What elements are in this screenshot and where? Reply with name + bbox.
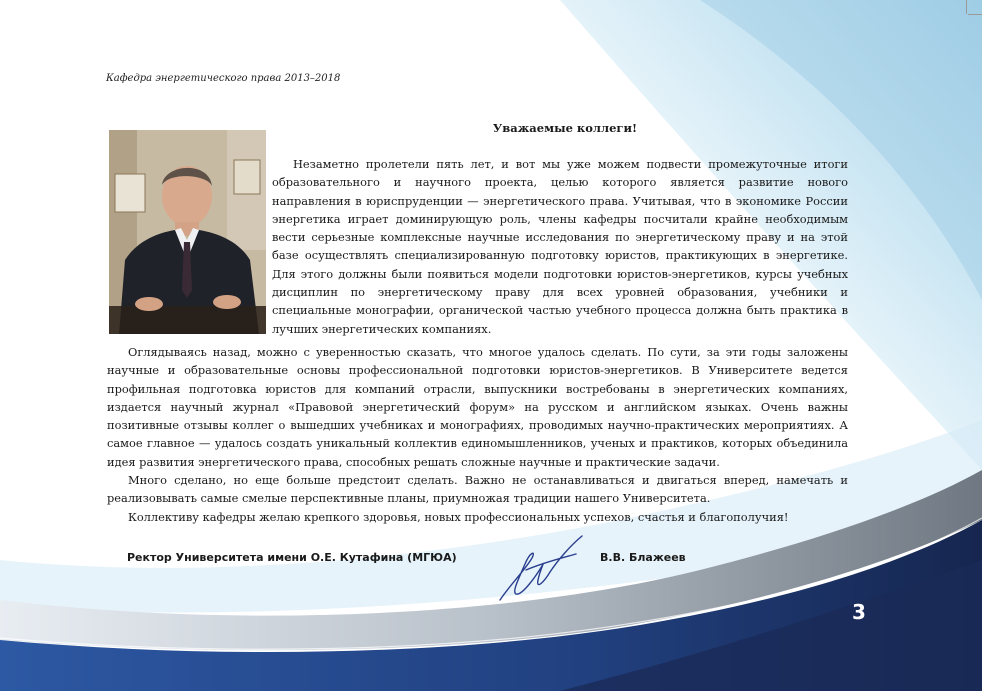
- page-header: Кафедра энергетического права 2013–2018: [106, 73, 341, 84]
- crop-mark: [966, 0, 967, 14]
- paragraph: Много сделано, но еще больше предстоит сделать. Важно не останавливаться и двигаться вперед, намечать и реализовывать самые смелые перспективные планы, приумножая традиции нашего Университета.: [107, 473, 848, 506]
- paragraph: Оглядываясь назад, можно с уверенностью сказать, что многое удалось сделать. По сути, за эти годы заложены научные и образовательные основы профессиональной подготовки юристов-энергетиков. В Университете ведется профильная подготовка юристов для компаний отрасли, выпускники востребованы в энергетических компаниях, издается научный журнал «Правовой энергетический форум» на русском и английском языках. Очень важны позитивные отзывы коллег о вышедших учебниках и монографиях, проводимых научно-практических мероприятиях. А самое главное — удалось создать уникальный коллектив единомышленников, ученых и практиков, которых объединила идея развития энергетического права, способных решать сложные научные и практические задачи.: [107, 345, 848, 469]
- rector-portrait: [109, 130, 266, 334]
- greeting-heading: Уважаемые коллеги!: [492, 121, 638, 135]
- signatory-name: В.В. Блажеев: [600, 551, 686, 564]
- paragraph: Незаметно пролетели пять лет, и вот мы уже можем подвести промежуточные итоги образовательного и научного проекта, целью которого является развитие нового направления в юриспруденции — энергетического права. Учитывая, что в экономике России энергетика играет доминирующую роль, члены кафедры посчитали крайне необходимым вести серьезные комплексные научные исследования по энергетическому праву и на этой базе осуществлять специализированную подготовку юристов, практикующих в энергетике. Для этого должны были появиться модели подготовки юристов-энергетиков, курсы учебных дисциплин по энергетическому праву для всех уровней образования, учебники и специальные монографии, органической частью учебного процесса должна быть практика в лучших энергетических компаниях.: [272, 157, 848, 336]
- handwritten-signature: [470, 530, 612, 608]
- paragraph: Коллективу кафедры желаю крепкого здоровья, новых профессиональных успехов, счастья и благополучия!: [128, 509, 789, 524]
- intro-paragraph-block: [272, 155, 848, 338]
- signatory-position: Ректор Университета имени О.Е. Кутафина (МГЮА): [127, 551, 457, 564]
- crop-mark: [968, 14, 982, 15]
- body-text: [107, 343, 848, 526]
- page-number: 3: [852, 600, 866, 624]
